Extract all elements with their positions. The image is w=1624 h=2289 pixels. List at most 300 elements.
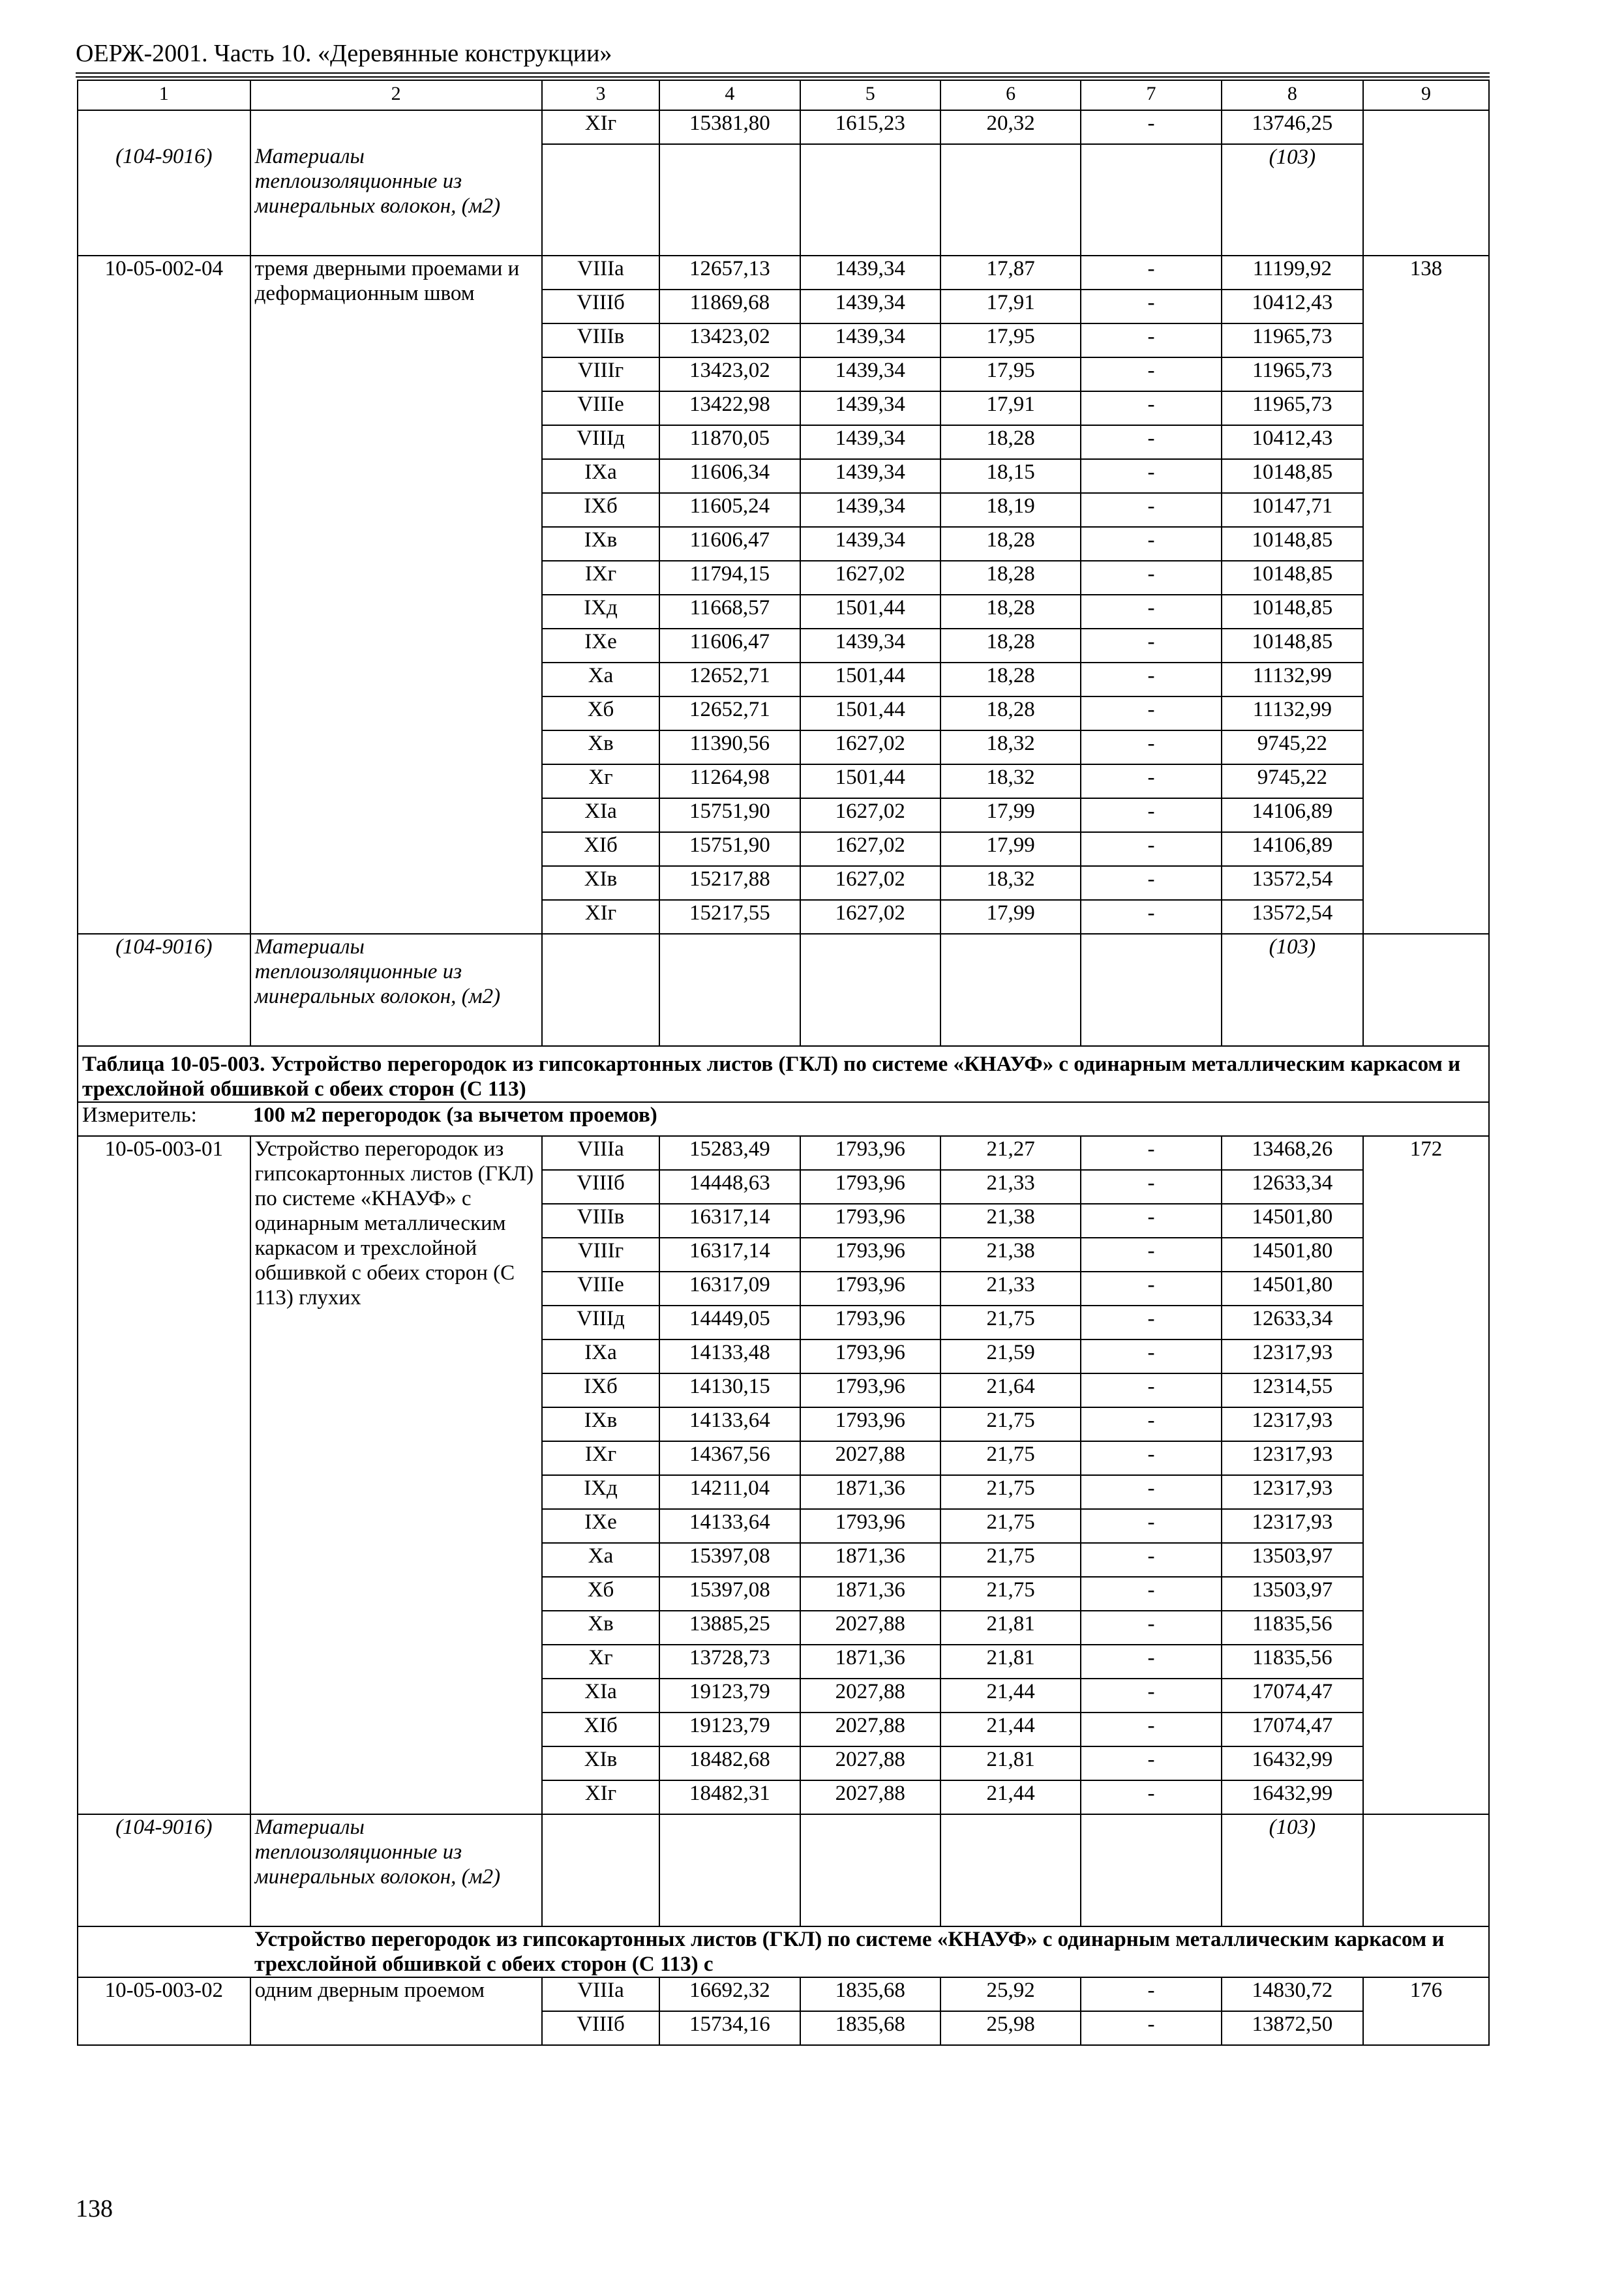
work-name-cell: одним дверным проемом	[250, 1977, 542, 2045]
meter-row	[78, 1102, 1489, 1136]
zone-cell: XIв	[542, 1746, 660, 1780]
value-cell: 25,92	[940, 1977, 1081, 2011]
value-cell: -	[1081, 1645, 1221, 1679]
rates-table	[77, 80, 1490, 2046]
value-cell: 16432,99	[1222, 1780, 1363, 1814]
zone-cell: VIIIб	[542, 2011, 660, 2045]
value-cell: 17,99	[940, 900, 1081, 934]
value-cell: 2027,88	[800, 1441, 940, 1475]
empty-cell	[1081, 934, 1221, 1046]
value-cell: 21,33	[940, 1170, 1081, 1204]
value-cell: -	[1081, 1713, 1221, 1746]
value-cell: 14211,04	[659, 1475, 800, 1509]
value-cell: 1793,96	[800, 1339, 940, 1373]
value-cell: 17,99	[940, 798, 1081, 832]
value-cell: 1835,68	[800, 2011, 940, 2045]
value-cell: -	[1081, 357, 1221, 391]
value-cell: 19123,79	[659, 1679, 800, 1713]
zone-cell: Xв	[542, 1611, 660, 1645]
zone-cell: XIа	[542, 798, 660, 832]
value-cell: 1627,02	[800, 900, 940, 934]
value-cell: 2027,88	[800, 1713, 940, 1746]
zone-cell: IXг	[542, 1441, 660, 1475]
value-cell: -	[1081, 696, 1221, 730]
value-cell: 10148,85	[1222, 595, 1363, 629]
value-cell: 14367,56	[659, 1441, 800, 1475]
value-cell: -	[1081, 1977, 1221, 2011]
value-cell: 14448,63	[659, 1170, 800, 1204]
value-cell: -	[1081, 1204, 1221, 1238]
value-cell: 1871,36	[800, 1577, 940, 1611]
value-cell: 1501,44	[800, 696, 940, 730]
value-cell: -	[1081, 425, 1221, 459]
value-cell: 1835,68	[800, 1977, 940, 2011]
c9-cell	[1363, 110, 1489, 144]
value-cell: 1793,96	[800, 1136, 940, 1170]
value-cell: -	[1081, 1306, 1221, 1339]
zone-cell: Xг	[542, 764, 660, 798]
value-cell: 1627,02	[800, 561, 940, 595]
value-cell: 1627,02	[800, 832, 940, 866]
value-cell: -	[1081, 1339, 1221, 1373]
empty-cell	[542, 144, 660, 256]
zone-cell: VIIIд	[542, 1306, 660, 1339]
zone-cell: VIIIа	[542, 1136, 660, 1170]
c9-cell: 172	[1363, 1136, 1489, 1814]
value-cell: -	[1081, 1611, 1221, 1645]
zone-cell: VIIIб	[542, 290, 660, 323]
value-cell: 9745,22	[1222, 764, 1363, 798]
zone-cell: VIIIе	[542, 1272, 660, 1306]
value-cell: 1439,34	[800, 290, 940, 323]
value-cell: 25,98	[940, 2011, 1081, 2045]
value-cell: 18482,31	[659, 1780, 800, 1814]
empty-cell	[542, 934, 660, 1046]
column-number: 5	[800, 80, 940, 110]
value-cell: 11606,47	[659, 527, 800, 561]
value-cell: -	[1081, 391, 1221, 425]
value-cell: 18,28	[940, 561, 1081, 595]
value-cell: 13885,25	[659, 1611, 800, 1645]
material-c8: (103)	[1222, 934, 1363, 1046]
empty-cell	[800, 1814, 940, 1926]
zone-cell: Xа	[542, 663, 660, 696]
value-cell: 2027,88	[800, 1679, 940, 1713]
value-cell: 12317,93	[1222, 1407, 1363, 1441]
value-cell: 1871,36	[800, 1543, 940, 1577]
zone-cell: XIб	[542, 832, 660, 866]
value-cell: 1439,34	[800, 493, 940, 527]
value-cell: -	[1081, 110, 1221, 144]
table-title-row	[78, 1046, 1489, 1102]
code-cell: 10-05-002-04	[78, 256, 250, 934]
value-cell: 18,28	[940, 663, 1081, 696]
value-cell: 11794,15	[659, 561, 800, 595]
value-cell: 11965,73	[1222, 323, 1363, 357]
value-cell: -	[1081, 1136, 1221, 1170]
value-cell: 15217,88	[659, 866, 800, 900]
value-cell: 15734,16	[659, 2011, 800, 2045]
value-cell: 12317,93	[1222, 1509, 1363, 1543]
value-cell: 10148,85	[1222, 459, 1363, 493]
value-cell: 21,81	[940, 1746, 1081, 1780]
value-cell: 1627,02	[800, 798, 940, 832]
value-cell: 21,44	[940, 1679, 1081, 1713]
value-cell: 18,32	[940, 866, 1081, 900]
value-cell: 17,95	[940, 323, 1081, 357]
material-name: Материалы теплоизоляционные из минеральных волокон, (м2)	[250, 1814, 542, 1926]
value-cell: 1439,34	[800, 527, 940, 561]
value-cell: 13468,26	[1222, 1136, 1363, 1170]
zone-cell: XIб	[542, 1713, 660, 1746]
empty-cell	[800, 144, 940, 256]
value-cell: 1439,34	[800, 357, 940, 391]
value-cell: 10148,85	[1222, 561, 1363, 595]
value-cell: 10412,43	[1222, 290, 1363, 323]
value-cell: 18,28	[940, 527, 1081, 561]
value-cell: 11606,47	[659, 629, 800, 663]
value-cell: 15381,80	[659, 110, 800, 144]
value-cell: 16432,99	[1222, 1746, 1363, 1780]
value-cell: 18,28	[940, 629, 1081, 663]
value-cell: 14133,64	[659, 1407, 800, 1441]
value-cell: 18,32	[940, 730, 1081, 764]
value-cell: 15751,90	[659, 832, 800, 866]
empty-cell	[1081, 1814, 1221, 1926]
value-cell: 1501,44	[800, 663, 940, 696]
zone-cell: VIIIа	[542, 256, 660, 290]
material-code: (104-9016)	[78, 934, 250, 1046]
material-code: (104-9016)	[78, 144, 250, 256]
value-cell: 21,75	[940, 1577, 1081, 1611]
value-cell: 14501,80	[1222, 1238, 1363, 1272]
zone-cell: IXд	[542, 1475, 660, 1509]
column-number: 8	[1222, 80, 1363, 110]
value-cell: 14133,48	[659, 1339, 800, 1373]
value-cell: 17074,47	[1222, 1679, 1363, 1713]
material-name: Материалы теплоизоляционные из минеральных волокон, (м2)	[250, 934, 542, 1046]
zone-cell: IXв	[542, 527, 660, 561]
value-cell: -	[1081, 629, 1221, 663]
value-cell: 12317,93	[1222, 1441, 1363, 1475]
value-cell: 11390,56	[659, 730, 800, 764]
value-cell: 14106,89	[1222, 832, 1363, 866]
material-row	[78, 144, 1489, 256]
meter-label: Измеритель:	[82, 1103, 197, 1127]
value-cell: 16692,32	[659, 1977, 800, 2011]
value-cell: 16317,14	[659, 1204, 800, 1238]
value-cell: 11132,99	[1222, 696, 1363, 730]
work-name-cell: Устройство перегородок из гипсокартонных листов (ГКЛ) по системе «КНАУФ» с одинарным металлическим каркасом и трехслойной обшивкой с обеих сторон (С 113) глухих	[250, 1136, 542, 1814]
value-cell: 17,87	[940, 256, 1081, 290]
zone-cell: XIг	[542, 900, 660, 934]
value-cell: 16317,14	[659, 1238, 800, 1272]
value-cell: 13728,73	[659, 1645, 800, 1679]
value-cell: 1439,34	[800, 425, 940, 459]
zone-cell: IXд	[542, 595, 660, 629]
zone-cell: XIв	[542, 866, 660, 900]
value-cell: 13503,97	[1222, 1543, 1363, 1577]
column-number: 6	[940, 80, 1081, 110]
meter-line	[78, 1102, 1489, 1136]
value-cell: 12657,13	[659, 256, 800, 290]
value-cell: 1501,44	[800, 595, 940, 629]
value-cell: 11605,24	[659, 493, 800, 527]
value-cell: 18,28	[940, 696, 1081, 730]
value-cell: 1793,96	[800, 1204, 940, 1238]
value-cell: 18,32	[940, 764, 1081, 798]
value-cell: 12317,93	[1222, 1339, 1363, 1373]
value-cell: 17,91	[940, 391, 1081, 425]
zone-cell: VIIIд	[542, 425, 660, 459]
zone-cell: IXа	[542, 459, 660, 493]
column-number: 4	[659, 80, 800, 110]
value-cell: -	[1081, 1679, 1221, 1713]
zone-cell: VIIIе	[542, 391, 660, 425]
value-cell: -	[1081, 459, 1221, 493]
value-cell: 1439,34	[800, 323, 940, 357]
value-cell: 11668,57	[659, 595, 800, 629]
value-cell: 15751,90	[659, 798, 800, 832]
value-cell: -	[1081, 290, 1221, 323]
zone-cell: IXв	[542, 1407, 660, 1441]
value-cell: 1439,34	[800, 459, 940, 493]
empty-cell	[940, 1814, 1081, 1926]
zone-cell: IXа	[542, 1339, 660, 1373]
value-cell: -	[1081, 1441, 1221, 1475]
value-cell: 21,75	[940, 1543, 1081, 1577]
zone-cell: Xг	[542, 1645, 660, 1679]
value-cell: 11869,68	[659, 290, 800, 323]
meter-value: 100 м2 перегородок (за вычетом проемов)	[252, 1103, 657, 1127]
value-cell: 21,75	[940, 1441, 1081, 1475]
value-cell: 21,75	[940, 1475, 1081, 1509]
value-cell: 1793,96	[800, 1306, 940, 1339]
value-cell: -	[1081, 1238, 1221, 1272]
zone-cell: VIIIа	[542, 1977, 660, 2011]
value-cell: -	[1081, 2011, 1221, 2045]
value-cell: 12652,71	[659, 696, 800, 730]
value-cell: 13423,02	[659, 357, 800, 391]
empty-cell	[940, 144, 1081, 256]
value-cell: -	[1081, 1407, 1221, 1441]
value-cell: 1793,96	[800, 1272, 940, 1306]
work-name-cell: тремя дверными проемами и деформационным швом	[250, 256, 542, 934]
table-row	[78, 1136, 1489, 1170]
value-cell: 20,32	[940, 110, 1081, 144]
zone-cell: Xв	[542, 730, 660, 764]
value-cell: 14830,72	[1222, 1977, 1363, 2011]
value-cell: 12652,71	[659, 663, 800, 696]
zone-cell: Xб	[542, 696, 660, 730]
material-code: (104-9016)	[78, 1814, 250, 1926]
value-cell: 1439,34	[800, 391, 940, 425]
code-cell: 10-05-003-01	[78, 1136, 250, 1814]
subheading: Устройство перегородок из гипсокартонных листов (ГКЛ) по системе «КНАУФ» с одинарным металлическим каркасом и трехслойной обшивкой с обеих сторон (С 113) с	[78, 1926, 1489, 1977]
value-cell: -	[1081, 663, 1221, 696]
column-number: 7	[1081, 80, 1221, 110]
value-cell: 21,64	[940, 1373, 1081, 1407]
zone-cell: XIг	[542, 110, 660, 144]
value-cell: 11965,73	[1222, 391, 1363, 425]
value-cell: -	[1081, 595, 1221, 629]
c9-cell	[1363, 934, 1489, 1046]
empty-cell	[800, 934, 940, 1046]
table-row	[78, 1977, 1489, 2011]
value-cell: -	[1081, 900, 1221, 934]
zone-cell: XIа	[542, 1679, 660, 1713]
value-cell: -	[1081, 866, 1221, 900]
table-title: Таблица 10-05-003. Устройство перегородок из гипсокартонных листов (ГКЛ) по системе «КНАУФ» с одинарным металлическим каркасом и трехслойной обшивкой с обеих сторон (С 113)	[78, 1046, 1489, 1102]
c9-cell	[1363, 1814, 1489, 1926]
table-row	[78, 256, 1489, 290]
value-cell: 1627,02	[800, 730, 940, 764]
value-cell: 18,28	[940, 595, 1081, 629]
subheading-row	[78, 1926, 1489, 1977]
value-cell: 10148,85	[1222, 629, 1363, 663]
zone-cell: IXе	[542, 629, 660, 663]
empty-cell	[659, 1814, 800, 1926]
value-cell: 17074,47	[1222, 1713, 1363, 1746]
zone-cell: VIIIб	[542, 1170, 660, 1204]
value-cell: -	[1081, 1543, 1221, 1577]
empty-cell	[659, 144, 800, 256]
empty-cell	[940, 934, 1081, 1046]
value-cell: 2027,88	[800, 1746, 940, 1780]
value-cell: -	[1081, 493, 1221, 527]
value-cell: 21,59	[940, 1339, 1081, 1373]
code-cell	[78, 110, 250, 144]
value-cell: 1793,96	[800, 1238, 940, 1272]
empty-cell	[542, 1814, 660, 1926]
value-cell: 21,75	[940, 1509, 1081, 1543]
value-cell: -	[1081, 1272, 1221, 1306]
value-cell: 14130,15	[659, 1373, 800, 1407]
value-cell: -	[1081, 1746, 1221, 1780]
value-cell: 18,19	[940, 493, 1081, 527]
value-cell: 18,28	[940, 425, 1081, 459]
c9-cell	[1363, 144, 1489, 256]
value-cell: 15397,08	[659, 1577, 800, 1611]
value-cell: 1627,02	[800, 866, 940, 900]
value-cell: -	[1081, 1373, 1221, 1407]
value-cell: 1501,44	[800, 764, 940, 798]
column-number: 1	[78, 80, 250, 110]
value-cell: 15217,55	[659, 900, 800, 934]
value-cell: 13572,54	[1222, 900, 1363, 934]
value-cell: 11199,92	[1222, 256, 1363, 290]
value-cell: -	[1081, 561, 1221, 595]
value-cell: -	[1081, 256, 1221, 290]
value-cell: -	[1081, 1475, 1221, 1509]
value-cell: 13423,02	[659, 323, 800, 357]
value-cell: 17,95	[940, 357, 1081, 391]
zone-cell: VIIIг	[542, 357, 660, 391]
value-cell: 2027,88	[800, 1780, 940, 1814]
value-cell: 21,38	[940, 1204, 1081, 1238]
value-cell: 1793,96	[800, 1170, 940, 1204]
value-cell: 1871,36	[800, 1645, 940, 1679]
empty-cell	[1081, 144, 1221, 256]
value-cell: 13422,98	[659, 391, 800, 425]
value-cell: 1793,96	[800, 1509, 940, 1543]
value-cell: -	[1081, 1509, 1221, 1543]
value-cell: 1615,23	[800, 110, 940, 144]
zone-cell: VIIIв	[542, 323, 660, 357]
value-cell: -	[1081, 1170, 1221, 1204]
value-cell: -	[1081, 832, 1221, 866]
value-cell: 2027,88	[800, 1611, 940, 1645]
value-cell: 21,81	[940, 1611, 1081, 1645]
zone-cell: Xа	[542, 1543, 660, 1577]
value-cell: 9745,22	[1222, 730, 1363, 764]
value-cell: -	[1081, 798, 1221, 832]
value-cell: 11965,73	[1222, 357, 1363, 391]
value-cell: 21,33	[940, 1272, 1081, 1306]
value-cell: 1793,96	[800, 1407, 940, 1441]
value-cell: 11606,34	[659, 459, 800, 493]
value-cell: 21,44	[940, 1780, 1081, 1814]
value-cell: 11835,56	[1222, 1645, 1363, 1679]
zone-cell: Xб	[542, 1577, 660, 1611]
material-row	[78, 934, 1489, 1046]
zone-cell: VIIIв	[542, 1204, 660, 1238]
value-cell: -	[1081, 1577, 1221, 1611]
zone-cell: IXе	[542, 1509, 660, 1543]
code-cell: 10-05-003-02	[78, 1977, 250, 2045]
value-cell: 15283,49	[659, 1136, 800, 1170]
zone-cell: IXб	[542, 493, 660, 527]
value-cell: 1871,36	[800, 1475, 940, 1509]
value-cell: 14449,05	[659, 1306, 800, 1339]
value-cell: 14106,89	[1222, 798, 1363, 832]
value-cell: 19123,79	[659, 1713, 800, 1746]
zone-cell: IXг	[542, 561, 660, 595]
page-number: 138	[76, 2195, 113, 2222]
value-cell: 16317,09	[659, 1272, 800, 1306]
value-cell: 12633,34	[1222, 1306, 1363, 1339]
value-cell: 10147,71	[1222, 493, 1363, 527]
value-cell: 21,44	[940, 1713, 1081, 1746]
column-number: 3	[542, 80, 660, 110]
material-row	[78, 1814, 1489, 1926]
empty-cell	[659, 934, 800, 1046]
value-cell: 11132,99	[1222, 663, 1363, 696]
value-cell: 12633,34	[1222, 1170, 1363, 1204]
c9-cell: 138	[1363, 256, 1489, 934]
value-cell: -	[1081, 764, 1221, 798]
value-cell: 18,15	[940, 459, 1081, 493]
value-cell: 11835,56	[1222, 1611, 1363, 1645]
running-header: ОЕРЖ-2001. Часть 10. «Деревянные конструкции»	[76, 40, 612, 67]
header-rule	[76, 76, 1490, 78]
table-row	[78, 110, 1489, 144]
value-cell: -	[1081, 527, 1221, 561]
value-cell: -	[1081, 730, 1221, 764]
column-number: 2	[250, 80, 542, 110]
zone-cell: IXб	[542, 1373, 660, 1407]
value-cell: 10148,85	[1222, 527, 1363, 561]
value-cell: 12317,93	[1222, 1475, 1363, 1509]
value-cell: 21,38	[940, 1238, 1081, 1272]
header-rule	[76, 72, 1490, 74]
value-cell: 1439,34	[800, 256, 940, 290]
value-cell: 14501,80	[1222, 1272, 1363, 1306]
value-cell: -	[1081, 1780, 1221, 1814]
material-c8: (103)	[1222, 1814, 1363, 1926]
value-cell: 13503,97	[1222, 1577, 1363, 1611]
c9-cell: 176	[1363, 1977, 1489, 2045]
